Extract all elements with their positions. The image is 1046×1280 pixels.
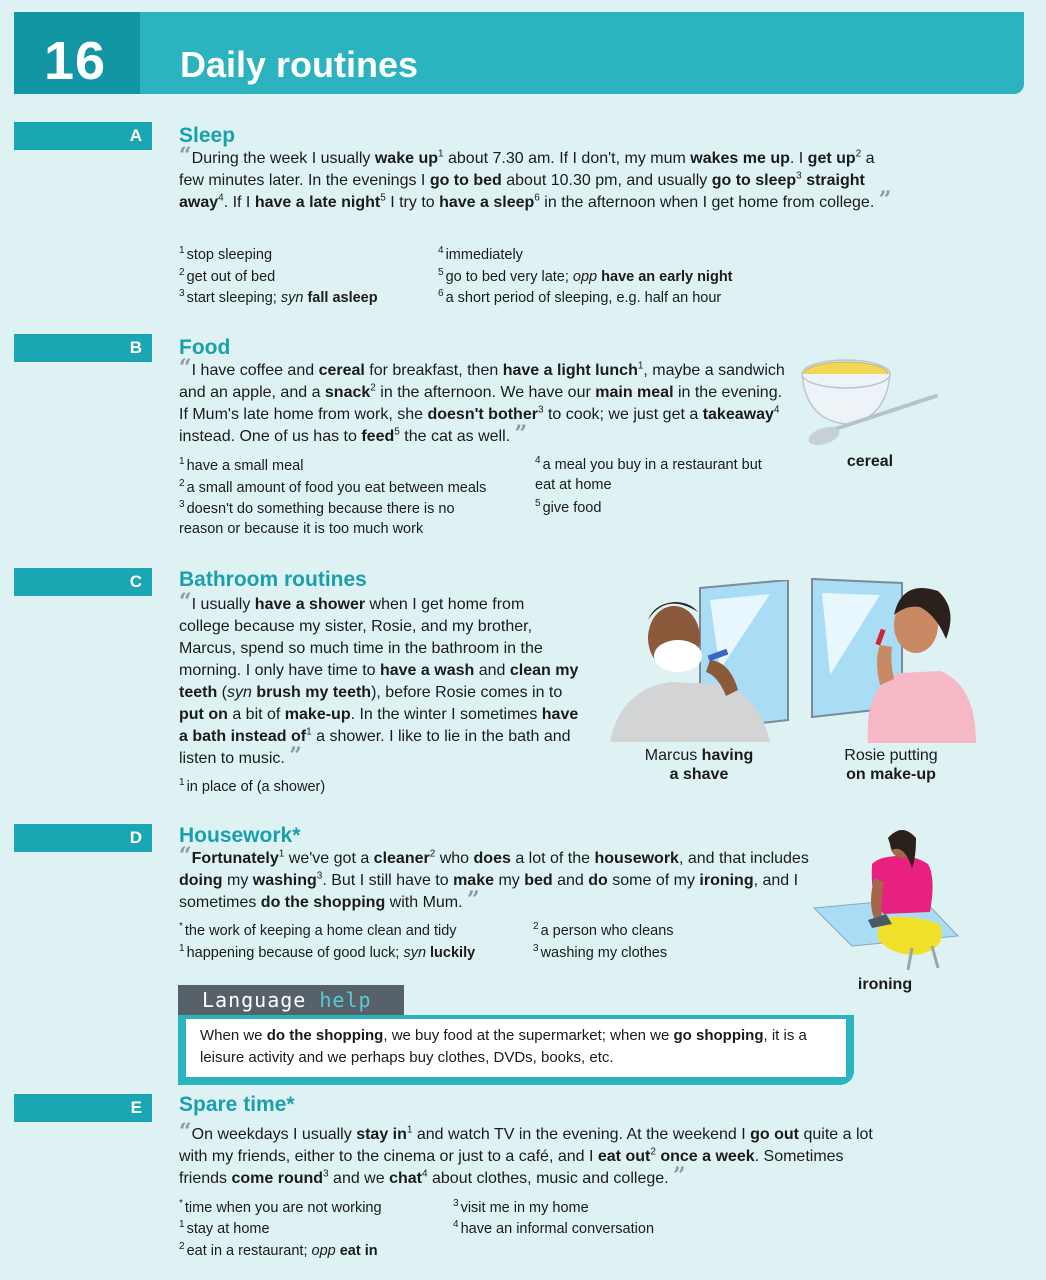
gloss-a1: $^1$ stop sleeping bbox=[179, 245, 273, 263]
gloss-e1: $^1$ stay at home bbox=[179, 1219, 270, 1237]
unit-title: Daily routines bbox=[180, 44, 419, 85]
gloss-e-star: * time when you are not working bbox=[179, 1198, 382, 1216]
section-a-tab: A bbox=[14, 122, 152, 150]
gloss-c1: $^1$ in place of (a shower) bbox=[179, 777, 326, 795]
unit-number-box bbox=[14, 12, 140, 94]
section-d-tab: D bbox=[14, 824, 152, 852]
language-help-text: When we do the shopping, we buy food at the supermarket; when we go shopping, it is a leisure activity and we perhaps buy clothes, DVDs, books, etc. bbox=[186, 1019, 846, 1077]
gloss-d3: $^3$ washing my clothes bbox=[533, 943, 668, 961]
gloss-e3: $^3$ visit me in my home bbox=[453, 1198, 589, 1216]
section-c-tab: C bbox=[14, 568, 152, 596]
section-d-text: “Fortunately$^1$ we've got a cleaner$^2$ who does a lot of the housework, and that includes doing my washing$^3$. But I still have to make my bed and do some of my ironing, and I sometimes do the shopping with Mum. ” bbox=[179, 843, 809, 913]
gloss-b3: $^3$ doesn't do something because there is no reason or because it is too much work bbox=[179, 499, 455, 537]
ironing-caption: ironing bbox=[857, 976, 913, 993]
gloss-b2: $^2$ a small amount of food you eat between meals bbox=[179, 478, 487, 496]
gloss-b4: $^4$ a meal you buy in a restaurant but eat at home bbox=[535, 455, 762, 493]
section-c-text: “I usually have a shower when I get home from college because my sister, Rosie, and my brother, Marcus, spend so much time in the bathroom in the morning. I only have time to have a wash and clean my teeth (syn brush my teeth), before Rosie comes in to put on a bit of make-up. In the winter I sometimes have a bath instead $of^1$ a shower. I like to lie in the bath and listen to music. ” bbox=[179, 589, 579, 769]
section-a-title: Sleep bbox=[179, 124, 236, 147]
section-b-tab: B bbox=[14, 334, 152, 362]
section-d-title: Housework* bbox=[179, 824, 301, 847]
cereal-caption: cereal bbox=[846, 453, 894, 470]
gloss-d2: $^2$ a person who cleans bbox=[533, 921, 674, 939]
rosie-caption: Rosie putting on make-up bbox=[844, 747, 938, 783]
rosie-makeup-illustration bbox=[810, 575, 980, 743]
section-a-text: “During the week I usually wake $up^1$ about 7.30 am. If I don't, my mum wakes me up. I get $up^2$ a few minutes later. In the evenings I go to bed about 10.30 pm, and usually go to sleep$^3$ straight away$^4$. If I have a late night$^5$ I try to have a sleep$^6$ in the afternoon when I get home from college. ” bbox=[179, 143, 892, 213]
gloss-a3: $^3$ start sleeping; syn fall asleep bbox=[179, 288, 378, 306]
gloss-d-star: * the work of keeping a home clean and tidy bbox=[179, 921, 457, 939]
section-c-title: Bathroom routines bbox=[179, 568, 367, 591]
marcus-shaving-illustration bbox=[610, 580, 790, 742]
gloss-b5: $^5$ give food bbox=[535, 498, 602, 516]
section-b-title: Food bbox=[179, 336, 231, 359]
cereal-bowl-illustration bbox=[796, 340, 946, 452]
gloss-a6: $^6$ a short period of sleeping, e.g. half an hour bbox=[438, 288, 722, 306]
gloss-a4: $^4$ immediately bbox=[438, 245, 523, 263]
gloss-b1: $^1$ have a small meal bbox=[179, 456, 304, 474]
marcus-caption: Marcus having a shave bbox=[644, 747, 754, 783]
section-e-title: Spare time* bbox=[179, 1093, 295, 1116]
gloss-d1: $^1$ happening because of good luck; syn luckily bbox=[179, 943, 476, 961]
unit-number: 16 bbox=[44, 31, 107, 91]
section-e-text: “On weekdays I usually stay $in^1$ and watch TV in the evening. At the weekend I go out quite a lot with my friends, either to the cinema or just to a café, and I eat out$^2$ once a week. Sometimes friends come round$^3$ and we chat$^4$ about clothes, music and college. ” bbox=[179, 1119, 873, 1189]
gloss-e2: $^2$ eat in a restaurant; opp eat in bbox=[179, 1241, 378, 1259]
gloss-a2: $^2$ get out of bed bbox=[179, 267, 276, 285]
section-e-tab: E bbox=[14, 1094, 152, 1122]
gloss-e4: $^4$ have an informal conversation bbox=[453, 1219, 655, 1237]
ironing-illustration bbox=[812, 828, 962, 973]
section-b-text: “I have coffee and cereal for breakfast, then have a light lunch$^1$, maybe a sandwich and an apple, and a snack$^2$ in the afternoon. We have our main meal in the evening. If Mum's late home from work, she doesn't bother$^3$ to cook; we just get a takeaway$^4$ instead. One of us has to feed$^5$ the cat as well. ” bbox=[179, 355, 785, 447]
unit-header bbox=[14, 12, 1024, 94]
gloss-a5: $^5$ go to bed very late; opp have an early night bbox=[438, 267, 733, 285]
language-help-tab: Language help bbox=[178, 985, 404, 1015]
